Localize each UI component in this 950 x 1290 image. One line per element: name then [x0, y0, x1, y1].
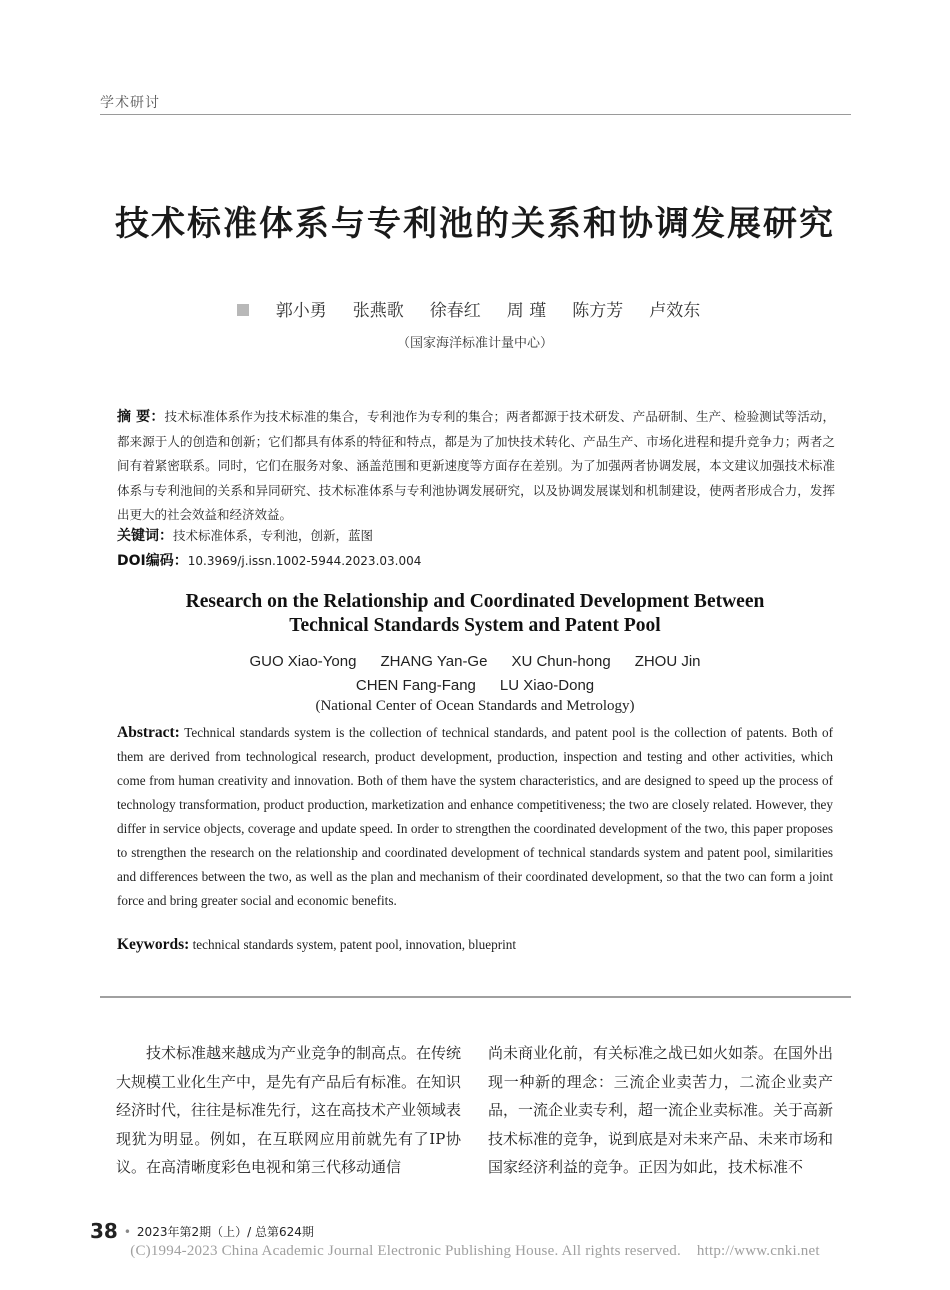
author-en: CHEN Fang-Fang [355, 677, 476, 694]
section-label: 学术研讨 [100, 95, 160, 111]
copyright-text: (C)1994-2023 China Academic Journal Electronic Publishing House. All rights reserved. [130, 1243, 681, 1259]
authors-cn [0, 296, 950, 321]
body-column-right: 尚未商业化前，有关标准之战已如火如荼。在国外出现一种新的理念：三流企业卖苦力，二流企业卖产品，一流企业卖专利，超一流企业卖标准。关于高新技术标准的竞争，说到底是对未来产品、未来市场和国家经济利益的竞争。正因为如此，技术标准不 [488, 1044, 834, 1176]
author-cn: 张燕歌 [352, 301, 404, 321]
doi-text: 10.3969/j.issn.1002-5944.2023.03.004 [187, 554, 422, 568]
abstract-en [117, 721, 833, 913]
doi [117, 550, 421, 570]
keywords-cn-label: 关键词： [117, 528, 173, 544]
issue-info: 2023年第2期（上）/ 总第624期 [136, 1225, 314, 1239]
keywords-en-text: technical standards system, patent pool, innovation, blueprint [192, 937, 517, 952]
header-divider [100, 114, 851, 115]
authors-en [0, 650, 950, 698]
author-cn: 卢效东 [649, 301, 701, 321]
page-title-cn: 技术标准体系与专利池的关系和协调发展研究 [115, 204, 835, 244]
abstract-en-text: Technical standards system is the collection of technical standards, and patent pool is the collection of patents. Both of them are derived from technological research, product development, production, inspection and testing and other activities, which come from human creativity and innovation. Both of them have the system characteristics, and are designed to speed up the process of technology transformation, product production, marketization and enhance competitiveness; the two are closely related. However, they differ in service objects, coverage and update speed. In order to strengthen the coordinated development of the two, this paper proposes to strengthen the research on the relationship and coordinated development of technical standards system and patent pool, similarities and differences between the two, as well as the plan and mechanism of their coordinated development, so that the two can form a joint force and bring greater social and economic benefits. [117, 725, 834, 908]
affiliation-en: (National Center of Ocean Standards and Metrology) [315, 698, 635, 714]
author-cn: 陈方芳 [572, 301, 624, 321]
author-en: ZHANG Yan-Ge [380, 653, 488, 670]
doi-label: DOI编码： [117, 553, 188, 569]
author-cn: 徐春红 [429, 301, 481, 321]
author-en: ZHOU Jin [634, 653, 701, 670]
author-en: GUO Xiao-Yong [249, 653, 357, 670]
abstract-divider [100, 996, 851, 998]
keywords-cn [117, 525, 373, 545]
keywords-en [117, 936, 516, 954]
footer [90, 1219, 314, 1243]
abstract-cn-text: 技术标准体系作为技术标准的集合，专利池作为专利的集合；两者都源于技术研发、产品研制、生产、检验测试等活动，都来源于人的创造和创新；它们都具有体系的特征和特点，都是为了加快技术转化、产品生产、市场化进程和提升竞争力；两者之间有着紧密联系。同时，它们在服务对象、涵盖范围和更新速度等方面存在差别。为了加强两者协调发展，本文建议加强技术标准体系与专利池间的关系和异同研究、技术标准体系与专利池协调发展研究，以及协调发展谋划和机制建设，使两者形成合力，发挥出更大的社会效益和经济效益。 [117, 409, 835, 522]
copyright-line [0, 1243, 950, 1260]
affiliation-cn: （国家海洋标准计量中心） [396, 336, 553, 351]
title-en-line: Technical Standards System and Patent Pool [289, 615, 661, 636]
keywords-en-label: Keywords: [117, 936, 190, 953]
bullet-dot-icon: • [123, 1225, 131, 1239]
page-title-en [0, 590, 950, 638]
author-cn: 周 瑾 [506, 301, 547, 321]
page-number: 38 [90, 1219, 118, 1243]
body-column-left: 技术标准越来越成为产业竞争的制高点。在传统大规模工业化生产中，是先有产品后有标准。在知识经济时代，往往是标准先行，这在高技术产业领域表现犹为明显。例如，在互联网应用前就先有了IP协议。在高清晰度彩色电视和第三代移动通信 [116, 1044, 462, 1176]
author-en: LU Xiao-Dong [499, 677, 595, 694]
keywords-cn-text: 技术标准体系，专利池，创新，蓝图 [173, 528, 374, 543]
abstract-en-label: Abstract: [117, 724, 180, 741]
author-cn: 郭小勇 [275, 301, 327, 321]
abstract-cn-label: 摘 要： [117, 409, 165, 425]
title-en-line: Research on the Relationship and Coordinated Development Between [185, 591, 765, 612]
author-en: XU Chun-hong [511, 653, 611, 670]
square-bullet-icon [237, 304, 249, 316]
abstract-cn [117, 405, 835, 528]
copyright-url[interactable]: http://www.cnki.net [696, 1243, 820, 1259]
